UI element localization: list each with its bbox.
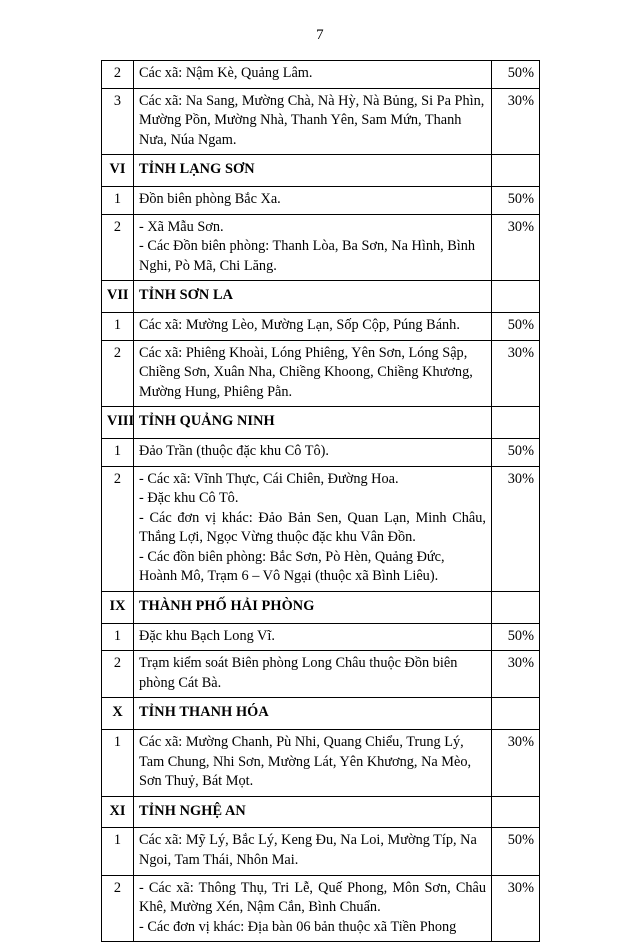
table-row — [102, 651, 540, 698]
locality-line: Các xã: Phiêng Khoài, Lóng Phiêng, Yên Sơn, Lóng Sập, Chiềng Sơn, Xuân Nha, Chiềng Khoong, Chiềng Khương, Mường Hung, Phiêng Pằn. — [139, 344, 473, 400]
row-index-cell: 2 — [102, 875, 134, 942]
locality-list-cell — [134, 828, 492, 875]
province-name-cell — [134, 281, 492, 313]
province-header-row — [102, 698, 540, 730]
locality-line: Các xã: Na Sang, Mường Chà, Nà Hỳ, Nà Bủng, Si Pa Phìn, Mường Pồn, Mường Nhà, Thanh Yên, Sam Mứn, Thanh Nưa, Núa Ngam. — [139, 92, 485, 148]
row-index-cell: XI — [102, 796, 134, 828]
allowance-percent-cell: 50% — [492, 186, 540, 214]
row-index-cell: 2 — [102, 651, 134, 698]
province-header-row — [102, 796, 540, 828]
locality-list-cell — [134, 438, 492, 466]
allowance-percent-cell: 50% — [492, 623, 540, 651]
province-header-row — [102, 592, 540, 624]
row-index-cell: IX — [102, 592, 134, 624]
locality-line: - Đặc khu Cô Tô. — [139, 490, 239, 507]
province-name-cell — [134, 407, 492, 439]
locality-line: Trạm kiểm soát Biên phòng Long Châu thuộc Đồn biên phòng Cát Bà. — [139, 655, 458, 691]
locality-line: TỈNH LẠNG SƠN — [139, 161, 255, 178]
table-row — [102, 828, 540, 875]
row-index-cell: VI — [102, 155, 134, 187]
row-index-cell: 1 — [102, 828, 134, 875]
allowance-percent-cell: 50% — [492, 312, 540, 340]
locality-line: Đảo Trần (thuộc đặc khu Cô Tô). — [139, 442, 329, 459]
locality-list-cell — [134, 88, 492, 155]
row-index-cell: VIII — [102, 407, 134, 439]
locality-line: - Các đơn vị khác: Địa bàn 06 bản thuộc xã Tiền Phong — [139, 918, 457, 935]
locality-list-cell — [134, 875, 492, 942]
locality-list-cell — [134, 61, 492, 89]
allowance-percent-cell — [492, 592, 540, 624]
locality-line: Các xã: Mường Chanh, Pù Nhi, Quang Chiểu, Trung Lý, Tam Chung, Nhi Sơn, Mường Lát, Yên Khương, Na Mèo, Sơn Thuỷ, Bát Mọt. — [139, 734, 472, 790]
regions-allowance-table-wrapper — [101, 60, 539, 942]
allowance-percent-cell: 30% — [492, 466, 540, 592]
locality-line: TỈNH THANH HÓA — [139, 704, 269, 721]
row-index-cell: 2 — [102, 340, 134, 407]
table-row — [102, 466, 540, 592]
row-index-cell: 1 — [102, 186, 134, 214]
allowance-percent-cell — [492, 407, 540, 439]
locality-line: - Các đồn biên phòng: Bắc Sơn, Pò Hèn, Quảng Đức, Hoành Mô, Trạm 6 – Vô Ngại (thuộc xã Bình Liêu). — [139, 548, 445, 585]
locality-line: THÀNH PHỐ HẢI PHÒNG — [139, 598, 315, 615]
table-row — [102, 214, 540, 281]
province-name-cell — [134, 155, 492, 187]
locality-line: Đồn biên phòng Bắc Xa. — [139, 190, 281, 207]
allowance-percent-cell: 30% — [492, 730, 540, 797]
allowance-percent-cell: 30% — [492, 88, 540, 155]
locality-line: Các xã: Mỹ Lý, Bắc Lý, Keng Đu, Na Loi, Mường Típ, Na Ngoi, Tam Thái, Nhôn Mai. — [139, 832, 477, 868]
table-body — [102, 61, 540, 942]
province-name-cell — [134, 592, 492, 624]
page-number: 7 — [316, 27, 324, 43]
row-index-cell: X — [102, 698, 134, 730]
row-index-cell: 1 — [102, 623, 134, 651]
allowance-percent-cell — [492, 698, 540, 730]
table-row — [102, 88, 540, 155]
table-row — [102, 312, 540, 340]
locality-line: - Các xã: Thông Thụ, Tri Lễ, Quế Phong, Môn Sơn, Châu Khê, Mường Xén, Nậm Cắn, Bình Chuẩn. — [139, 879, 486, 916]
locality-line: Các xã: Nậm Kè, Quảng Lâm. — [139, 65, 313, 81]
allowance-percent-cell: 30% — [492, 875, 540, 942]
allowance-percent-cell — [492, 281, 540, 313]
table-row — [102, 61, 540, 89]
locality-line: - Các đơn vị khác: Đảo Bản Sen, Quan Lạn, Minh Châu, Thắng Lợi, Ngọc Vừng thuộc đặc khu Vân Đồn. — [139, 509, 486, 546]
row-index-cell: 2 — [102, 214, 134, 281]
locality-list-cell — [134, 186, 492, 214]
locality-line: TỈNH NGHỆ AN — [139, 802, 246, 819]
locality-list-cell — [134, 730, 492, 797]
row-index-cell: 2 — [102, 466, 134, 592]
locality-line: - Các xã: Vĩnh Thực, Cái Chiên, Đường Hoa. — [139, 470, 399, 487]
locality-list-cell — [134, 312, 492, 340]
locality-list-cell — [134, 214, 492, 281]
table-row — [102, 438, 540, 466]
locality-list-cell — [134, 340, 492, 407]
province-name-cell — [134, 796, 492, 828]
locality-line: Các xã: Mường Lèo, Mường Lạn, Sốp Cộp, Púng Bánh. — [139, 316, 460, 333]
table-row — [102, 730, 540, 797]
row-index-cell: VII — [102, 281, 134, 313]
allowance-percent-cell: 50% — [492, 438, 540, 466]
table-row — [102, 186, 540, 214]
province-header-row — [102, 281, 540, 313]
locality-line: - Các Đồn biên phòng: Thanh Lòa, Ba Sơn, Na Hình, Bình Nghi, Pò Mã, Chi Lăng. — [139, 238, 476, 274]
locality-line: TỈNH QUẢNG NINH — [139, 413, 275, 430]
allowance-percent-cell: 30% — [492, 651, 540, 698]
row-index-cell: 3 — [102, 88, 134, 155]
allowance-percent-cell — [492, 155, 540, 187]
allowance-percent-cell: 30% — [492, 340, 540, 407]
locality-list-cell — [134, 651, 492, 698]
locality-list-cell — [134, 623, 492, 651]
table-row — [102, 340, 540, 407]
allowance-percent-cell: 50% — [492, 61, 540, 89]
table-row — [102, 875, 540, 942]
allowance-percent-cell — [492, 796, 540, 828]
row-index-cell: 2 — [102, 61, 134, 89]
locality-line: TỈNH SƠN LA — [139, 287, 234, 304]
allowance-percent-cell: 50% — [492, 828, 540, 875]
row-index-cell: 1 — [102, 312, 134, 340]
allowance-percent-cell: 30% — [492, 214, 540, 281]
regions-allowance-table — [101, 60, 540, 942]
locality-list-cell — [134, 466, 492, 592]
province-header-row — [102, 407, 540, 439]
table-row — [102, 623, 540, 651]
province-header-row — [102, 155, 540, 187]
locality-line: - Xã Mẫu Sơn. — [139, 218, 224, 235]
locality-line: Đặc khu Bạch Long Vĩ. — [139, 627, 275, 644]
row-index-cell: 1 — [102, 438, 134, 466]
province-name-cell — [134, 698, 492, 730]
row-index-cell: 1 — [102, 730, 134, 797]
